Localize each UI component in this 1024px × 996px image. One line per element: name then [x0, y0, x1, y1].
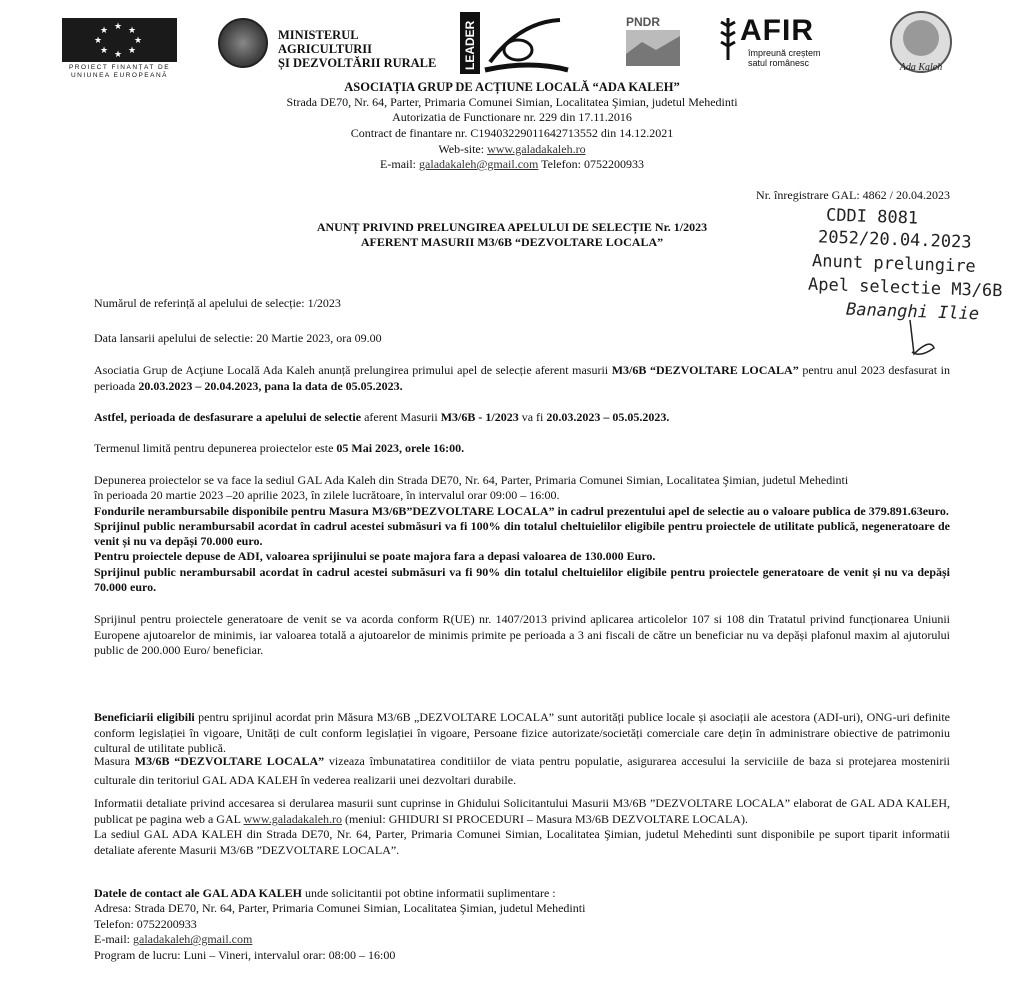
gal-logo — [885, 8, 957, 80]
handwritten-note-2: 2052/20.04.2023 — [817, 227, 972, 253]
website-link[interactable]: www.galadakaleh.ro — [487, 142, 586, 156]
svg-text:Ada Kaleh: Ada Kaleh — [899, 62, 943, 73]
document-title: ANUNȚ PRIVIND PRELUNGIREA APELULUI DE SELECȚIE Nr. 1/2023 — [316, 220, 708, 234]
coat-of-arms-icon — [218, 18, 268, 68]
funds-paragraph: Fondurile nerambursabile disponibile pentru Masura M3/6B”DEZVOLTARE LOCALA” in cadrul prezentului apel de selectie au o valoare publica de 379.891.63euro. — [94, 503, 949, 518]
contact-heading: Datele de contact ale GAL ADA KALEH unde solicitantii pot obtine informatii suplimentare : — [94, 886, 556, 900]
period-paragraph: Astfel, perioada de desfasurare a apelului de selectie aferent Masurii M3/6B - 1/2023 va fi 20.03.2023 – 05.05.2023. — [94, 410, 670, 424]
announcement-paragraph: Asociatia Grup de Acţiune Locală Ada Kaleh anunță prelungirea primului apel de selecție aferent masurii M3/6B “DEZVOLTARE LOCALA” pentru anul 2023 desfasurat in perioada 20.03.2023 – 20.04.2023, pana la data de 05.05.2023. — [94, 363, 950, 393]
registration-number: Nr. înregistrare GAL: 4862 / 20.04.2023 — [756, 188, 950, 202]
svg-text:PNDR: PNDR — [626, 15, 661, 29]
document-subtitle: AFERENT MASURII M3/6B “DEZVOLTARE LOCALA” — [360, 235, 664, 249]
support-revenue-paragraph: Sprijinul public nerambursabil acordat în cadrul acestei submăsuri va fi 90% din totalul cheltuielilor eligibile pentru proiectele generatoare de venit și nu va depăși 70.000 euro. — [94, 564, 950, 595]
org-name: ASOCIAȚIA GRUP DE ACȚIUNE LOCALĂ “ADA KALEH” — [344, 80, 680, 94]
contact-phone: Telefon: 0752200933 — [94, 916, 197, 931]
org-authorization: Autorizatia de Functionare nr. 229 din 17.11.2016 — [392, 110, 632, 124]
minimis-paragraph: Sprijinul pentru proiectele generatoare de venit se va acorda conform R(UE) nr. 1407/2013 privind aplicarea articolelor 107 si 108 din Tratatul privind funcționarea Uniunii Europene ajutoarelor de minimis, iar valoarea totală a ajutoarelor de minimis primite pe perioada a 3 ani fiscali de către un beneficiar nu va depăși plafonul maxim al ajutorului public de 200.000 Euro/ beneficiar. — [94, 612, 950, 658]
org-address: Strada DE70, Nr. 64, Parter, Primaria Comunei Simian, Localitatea Şimian, judetul Mehedinti — [286, 95, 738, 109]
reference-number: Numărul de referință al apelului de selecție: 1/2023 — [94, 296, 341, 310]
eu-caption: PROIECT FINANȚAT DE UNIUNEA EUROPEANĂ — [68, 64, 171, 79]
contact-address: Adresa: Strada DE70, Nr. 64, Parter, Primaria Comunei Simian, Localitatea Şimian, judetul Mehedinti — [94, 901, 586, 916]
handwritten-note-4: Apel selectie M3/6B — [807, 274, 1003, 302]
eu-flag-icon: ★ ★ ★ ★ ★ ★ ★ ★ — [62, 18, 177, 62]
launch-date: Data lansarii apelului de selectie: 20 Martie 2023, ora 09.00 — [94, 331, 382, 345]
measure-aim-paragraph: Masura M3/6B “DEZVOLTARE LOCALA” vizeaza îmbunatatirea conditiilor de viata pentru populatie, asigurarea accesului la serviciile de baza si protejarea mostenirii culturale din teritoriul GAL ADA KALEH în vederea realizarii unei dezvoltari durabile. — [94, 754, 951, 787]
handwritten-note-3: Anunt prelungire — [811, 251, 977, 277]
wheat-icon — [718, 16, 738, 60]
ministry-logo: MINISTERUL AGRICULTURII ȘI DEZVOLTĂRII RURALE — [218, 18, 448, 70]
org-email-phone: E-mail: galadakaleh@gmail.com Telefon: 0752200933 — [380, 157, 644, 171]
support-public-paragraph: Sprijinul public nerambursabil acordat în cadrul acestei submăsuri va fi 100% din totalul cheltuielilor eligibile pentru proiectele de utilitate publică, negeneratoare de venit și nu va depăși 70.000 euro. — [94, 518, 950, 549]
contact-hours: Program de lucru: Luni – Vineri, intervalul orar: 08:00 – 16:00 — [94, 947, 396, 962]
contact-section — [94, 886, 950, 963]
submission-paragraph: Depunerea proiectelor se va face la sediul GAL Ada Kaleh din Strada DE70, Nr. 64, Parter, Primaria Comunei Simian, Localitatea Şimian, judetul Mehedinti în perioada 20 martie 2023 –20 aprilie 2023, în zilele lucrătoare, în intervalul orar 09:00 – 16:00. Fondurile nerambursabile disponibile pentru Masura M3/6B”DEZVOLTARE LOCALA” in cadrul prezentului apel de selectie au o valoare publica de 379.891.63euro. Sprijinul public nerambursabil acordat în cadrul acestei submăsuri va fi 100% din totalul cheltuielilor eligibile pentru proiectele de utilitate publică, negeneratoare de venit și nu va depăși 70.000 euro. Pentru proiectele depuse de ADI, valoarea sprijinului se poate majora fara a depasi valoarea de 130.000 Euro. Sprijinul public nerambursabil acordat în cadrul acestei submăsuri va fi 90% din totalul cheltuielilor eligibile pentru proiectele generatoare de venit și nu va depăși 70.000 euro. — [94, 473, 950, 595]
guide-website-link[interactable]: www.galadakaleh.ro — [243, 811, 343, 826]
beneficiaries-paragraph: Beneficiarii eligibili pentru sprijinul acordat prin Măsura M3/6B „DEZVOLTARE LOCALA” sunt autorități publice locale și asociații ale acestora (ADI-uri), ONG-uri definite conform legislației în vigoare, Unități de cult conform legislației în vigoare, Persoane fizice autorizate/societăți comerciale care dețin în administrare obiective de patrimoniu cultural de utilitate publică. — [94, 710, 950, 756]
handwritten-signature: Bananghi Ilie — [845, 299, 980, 325]
contact-email-link[interactable]: galadakaleh@gmail.com — [133, 932, 253, 947]
information-paragraph: Informatii detaliate privind accesarea si derularea masurii sunt cuprinse in Ghidului Solicitantului Masurii M3/6B ”DEZVOLTARE LOCALA” elaborat de GAL ADA KALEH, publicat pe pagina web a GAL www.galadakaleh.ro (meniul: GHIDURI SI PROCEDURI – Masura M3/6B DEZVOLTARE LOCALA). La sediul GAL ADA KALEH din Strada DE70, Nr. 64, Parter, Primaria Comunei Simian, Localitatea Şimian, judetul Mehedinti sunt disponibile pe suport tiparit informatii detaliate aferente Masurii M3/6B ”DEZVOLTARE LOCALA”. — [94, 796, 950, 857]
handwritten-note-1: CDDI 8081 — [825, 205, 919, 229]
org-website: Web-site: www.galadakaleh.ro — [438, 142, 586, 156]
pndr-logo — [622, 14, 684, 70]
contact-email: E-mail: galadakaleh@gmail.com — [94, 932, 253, 947]
svg-text:LEADER: LEADER — [463, 20, 477, 70]
email-link[interactable]: galadakaleh@gmail.com — [419, 157, 539, 171]
deadline-paragraph: Termenul limită pentru depunerea proiectelor este 05 Mai 2023, orele 16:00. — [94, 441, 465, 455]
eu-logo — [62, 18, 177, 80]
leader-logo — [460, 12, 572, 74]
org-contract: Contract de finantare nr. C19403229011642713552 din 14.12.2021 — [350, 126, 674, 140]
adi-paragraph: Pentru proiectele depuse de ADI, valoarea sprijinului se poate majora fara a depasi valoarea de 130.000 Euro. — [94, 549, 656, 564]
afir-logo: AFIR împreună creștem satul românesc — [718, 14, 828, 74]
